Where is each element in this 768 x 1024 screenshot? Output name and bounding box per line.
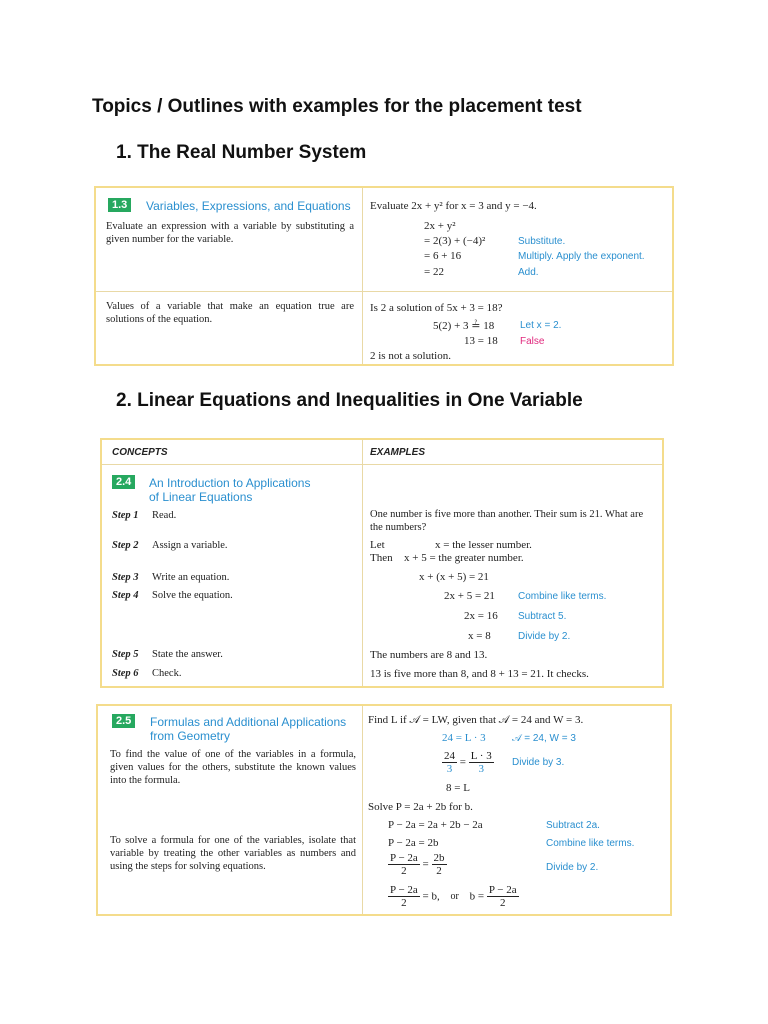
equation-line: x = 8: [468, 630, 491, 642]
section-subtitle: An Introduction to Applications: [149, 476, 311, 490]
step-text: State the answer.: [152, 649, 223, 660]
step-note: Combine like terms.: [546, 838, 635, 849]
step-number: Step 6: [112, 668, 139, 679]
let-expression: x = the lesser number.: [435, 539, 532, 551]
step-number: Step 1: [112, 510, 139, 521]
step-text: Solve the equation.: [152, 590, 233, 601]
concept-text: To solve a formula for one of the variables, isolate that variable by treating the other variables as numbers and using the steps for solving equations.: [110, 835, 356, 872]
equation-line: 2x = 16: [464, 610, 498, 622]
fraction: $\frac{P - 2a}{2}$: [390, 852, 418, 877]
step-note: Subtract 5.: [518, 611, 567, 622]
step-text: Assign a variable.: [152, 540, 228, 551]
equation-line: 24 = L · 3: [442, 732, 486, 744]
real-number-system-table: [94, 186, 674, 366]
equation-line: P − 2a = 2a + 2b − 2a: [388, 819, 483, 831]
answer-text: The numbers are 8 and 13.: [370, 649, 488, 661]
step-note: 𝒜 = 24, W = 3: [512, 733, 576, 744]
fraction-equation: $\frac{24}{3}$ = $\frac{L \cdot 3}{3}$: [444, 750, 492, 775]
formulas-geometry-table: [96, 704, 672, 916]
example-intro: Find L if 𝒜 = LW, given that 𝒜 = 24 and W = 3.: [368, 714, 584, 726]
fraction: $\frac{2b}{2}$: [433, 852, 445, 877]
step-number: Step 4: [112, 590, 139, 601]
equation-line: = 6 + 16: [424, 250, 462, 262]
section-subtitle: from Geometry: [150, 729, 231, 743]
step-number: Step 5: [112, 649, 139, 660]
step-note: Divide by 2.: [518, 631, 571, 642]
fraction: $\frac{P - 2a}{2}$: [390, 884, 418, 909]
step-note: Add.: [518, 267, 539, 278]
step-note: Combine like terms.: [518, 591, 607, 602]
section-heading-real-numbers: 1. The Real Number System: [116, 142, 367, 163]
fraction: $\frac{P - 2a}{2}$: [488, 884, 517, 909]
step-note: Divide by 2.: [546, 862, 599, 873]
fraction: $\frac{24}{3}$: [444, 750, 455, 775]
section-tag: 1.3: [108, 198, 131, 212]
word-problem: One number is five more than another. Their sum is 21. What are the numbers?: [370, 509, 644, 533]
step-text: Check.: [152, 668, 182, 679]
example-intro: Solve P = 2a + 2b for b.: [368, 801, 473, 813]
then-word: Then: [370, 552, 393, 564]
section-subtitle: Variables, Expressions, and Equations: [146, 199, 351, 213]
concept-text: Values of a variable that make an equation true are solutions of the equation.: [106, 301, 354, 325]
check-text: 13 is five more than 8, and 8 + 13 = 21. It checks.: [370, 668, 589, 680]
fraction-equation: $\frac{P - 2a}{2}$ = b, or b = $\frac{P - 2a}{2}$: [390, 884, 517, 909]
step-note: Substitute.: [518, 236, 566, 247]
fraction-equation: $\frac{P - 2a}{2}$ = $\frac{2b}{2}$: [390, 852, 445, 877]
section-tag: 2.5: [112, 714, 135, 728]
equation-line: 5(2) + 3 ≟ 18: [433, 320, 495, 332]
equation-line: 13 = 18: [464, 335, 498, 347]
section-tag: 2.4: [112, 475, 135, 489]
concept-text: To find the value of one of the variables in a formula, given values for the others, substitute the known values into the formula.: [110, 749, 356, 786]
example-intro: Is 2 a solution of 5x + 3 = 18?: [370, 302, 503, 314]
false-note: False: [520, 336, 545, 347]
let-word: Let: [370, 539, 385, 551]
step-number: Step 2: [112, 540, 139, 551]
section-subtitle: Formulas and Additional Applications: [150, 715, 347, 729]
step-note: Divide by 3.: [512, 757, 565, 768]
fraction: $\frac{L \cdot 3}{3}$: [470, 750, 492, 775]
equation-line: 2x + 5 = 21: [444, 590, 495, 602]
step-note: Subtract 2a.: [546, 820, 600, 831]
conclusion-text: 2 is not a solution.: [370, 350, 451, 362]
step-text: Write an equation.: [152, 572, 230, 583]
equation-line: P − 2a = 2b: [388, 837, 439, 849]
page-title: Topics / Outlines with examples for the placement test: [92, 96, 582, 117]
equation-line: 8 = L: [446, 782, 470, 794]
section-subtitle: of Linear Equations: [149, 490, 253, 504]
examples-column-header: EXAMPLES: [370, 447, 426, 458]
equation-line: = 22: [424, 266, 444, 278]
concepts-column-header: CONCEPTS: [112, 447, 168, 458]
step-note: Let x = 2.: [520, 320, 562, 331]
step-note: Multiply. Apply the exponent.: [518, 251, 645, 262]
equation-line: = 2(3) + (−4)²: [424, 235, 486, 247]
then-expression: x + 5 = the greater number.: [404, 552, 524, 564]
section-heading-linear-equations: 2. Linear Equations and Inequalities in One Variable: [116, 390, 583, 411]
step-number: Step 3: [112, 572, 139, 583]
concept-text: Evaluate an expression with a variable by substituting a given number for the variable.: [106, 221, 354, 245]
example-intro: Evaluate 2x + y² for x = 3 and y = −4.: [370, 200, 537, 212]
equation-line: x + (x + 5) = 21: [419, 571, 489, 583]
linear-applications-table: [100, 438, 664, 688]
step-text: Read.: [152, 510, 177, 521]
equation-line: 2x + y²: [424, 220, 456, 232]
